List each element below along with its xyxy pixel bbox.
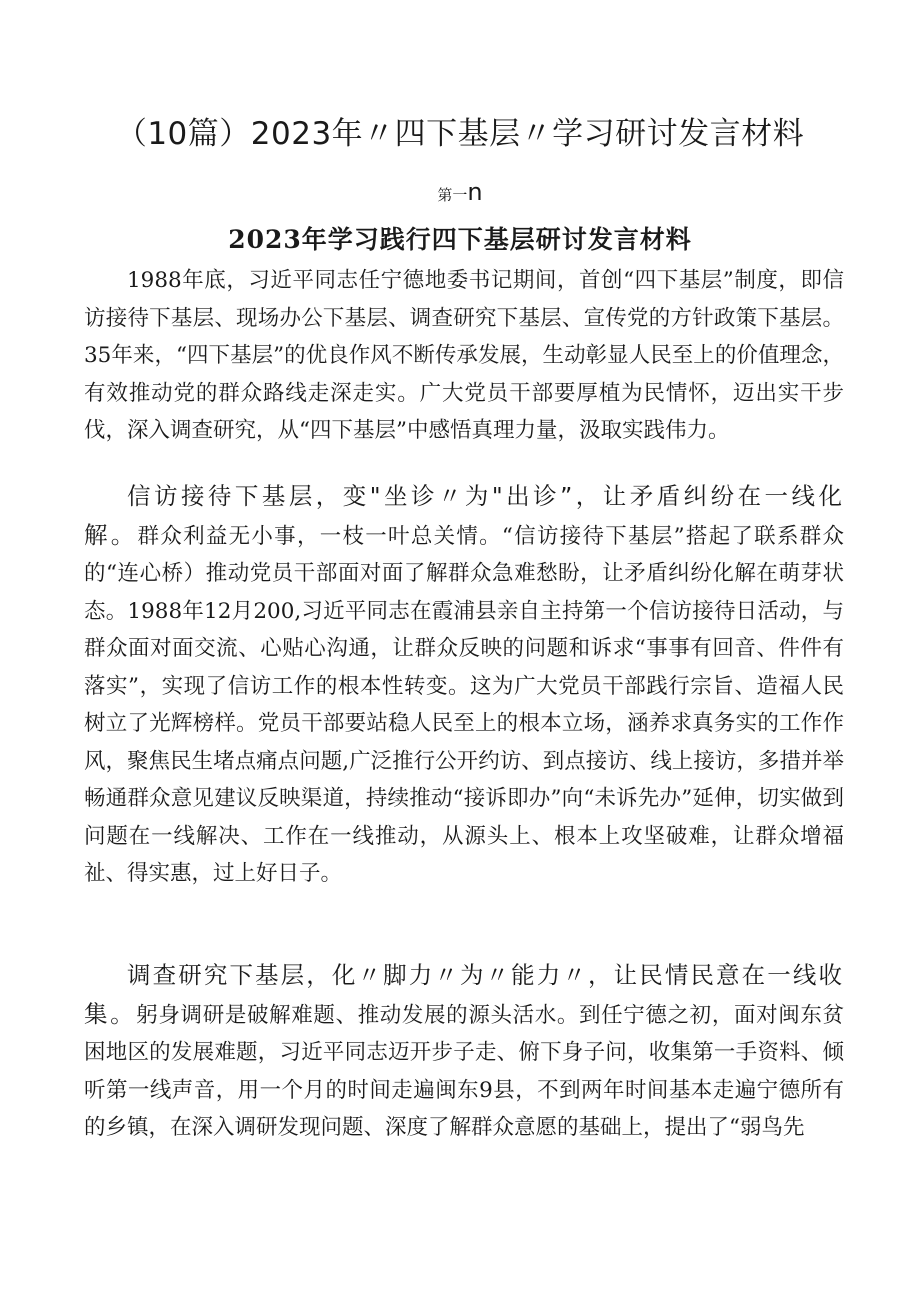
- paragraph-text: 1988年底，习近平同志任宁德地委书记期间，首创“四下基层”制度，即信访接待下基层、现场办公下基层、调查研究下基层、宣传党的方针政策下基层。35年来，“四下基层”的优良作风不断传承发展，生动彰显人民至上的价值理念，有效推动党的群众路线走深走实。广大党员干部要厚植为民情怀，迈出实干步伐，深入调查研究，从“四下基层”中感悟真理力量，汲取实践伟力。: [84, 268, 844, 443]
- section-prefix: 第一: [437, 186, 468, 204]
- paragraph-text: 躬身调研是破解难题、推动发展的源头活水。到任宁德之初，面对闽东贫困地区的发展难题，习近平同志迈开步子走、俯下身子问，收集第一手资料、倾听第一线声音，用一个月的时间走遍闽东9县，不到两年时间基本走遍宁德所有的乡镇，在深入调研发现问题、深度了解群众意愿的基础上，提出了“弱鸟先: [84, 1002, 844, 1140]
- paragraph-petition: [84, 478, 844, 893]
- paragraph-intro: [84, 262, 844, 450]
- section-number: [0, 178, 920, 206]
- document-title: （10篇）2023年〃四下基层〃学习研讨发言材料: [115, 116, 805, 152]
- section-number-value: n: [467, 178, 483, 206]
- paragraph-text: 群众利益无小事，一枝一叶总关情。“信访接待下基层”搭起了联系群众的“连心桥）推动党员干部面对面了解群众急难愁盼，让矛盾纠纷化解在萌芽状态。1988年12月200,习近平同志在霞浦县亲自主持第一个信访接待日活动，与群众面对面交流、心贴心沟通，让群众反映的问题和诉求“事事有回音、件件有落实”，实现了信访工作的根本性转变。这为广大党员干部践行宗旨、造福人民树立了光辉榜样。党员干部要站稳人民至上的根本立场，涵养求真务实的工作作风，聚焦民生堵点痛点问题,广泛推行公开约访、到点接访、线上接访，多措并举畅通群众意见建议反映渠道，持续推动“接诉即办”向“未诉先办”延伸，切实做到问题在一线解决、工作在一线推动，从源头上、根本上攻坚破难，让群众增福祉、得实惠，过上好日子。: [84, 523, 844, 886]
- paragraph-research: [84, 957, 844, 1147]
- section-title: 2023年学习践行四下基层研讨发言材料: [228, 225, 692, 254]
- paragraph-heading: 调查研究下基层，化〃脚力〃为〃能力〃，让民情民意在一线收集。: [84, 961, 844, 1028]
- paragraph-heading: 信访接待下基层，变"坐诊〃为"出诊”，让矛盾纠纷在一线化解。: [84, 482, 844, 549]
